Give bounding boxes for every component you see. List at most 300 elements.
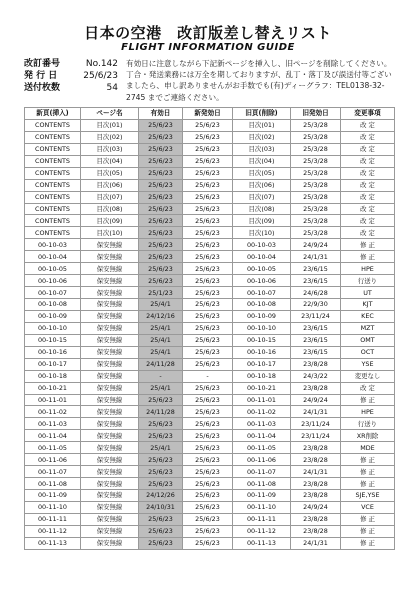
sheet-count-row (24, 82, 124, 94)
old-issue-date-cell: 25/3/28 (291, 215, 341, 227)
new-issue-date-cell: 25/6/23 (183, 513, 233, 525)
new-page-cell: 00-10-09 (25, 310, 81, 322)
effective-date-cell: 25/4/1 (139, 346, 183, 358)
old-page-cell: 目次(09) (233, 215, 291, 227)
table-row (25, 478, 395, 490)
new-issue-date-cell: 25/6/23 (183, 179, 233, 191)
old-page-cell: 00-11-07 (233, 466, 291, 478)
change-cell: OCT (341, 346, 395, 358)
old-issue-date-cell: 23/11/24 (291, 430, 341, 442)
old-issue-date-cell: 24/1/31 (291, 466, 341, 478)
old-page-cell: 00-11-06 (233, 454, 291, 466)
old-page-cell: 目次(10) (233, 227, 291, 239)
old-issue-date-cell: 23/8/28 (291, 478, 341, 490)
old-issue-date-cell: 25/3/28 (291, 155, 341, 167)
new-page-cell: CONTENTS (25, 227, 81, 239)
new-issue-date-cell: - (183, 370, 233, 382)
change-cell: 改 定 (341, 167, 395, 179)
col-header-old-page: 旧頁(削除) (233, 108, 291, 120)
old-page-cell: 目次(04) (233, 155, 291, 167)
new-issue-date-cell: 25/6/23 (183, 191, 233, 203)
old-page-cell: 00-10-10 (233, 322, 291, 334)
table-body (25, 119, 395, 549)
new-page-cell: CONTENTS (25, 119, 81, 131)
effective-date-cell: 25/4/1 (139, 334, 183, 346)
change-cell: 修 正 (341, 525, 395, 537)
old-issue-date-cell: 23/6/15 (291, 322, 341, 334)
new-page-cell: 00-10-21 (25, 382, 81, 394)
page-name-cell: 目次(01) (81, 119, 139, 131)
new-page-cell: CONTENTS (25, 191, 81, 203)
table-row (25, 287, 395, 299)
old-page-cell: 目次(02) (233, 131, 291, 143)
old-page-cell: 00-10-03 (233, 239, 291, 251)
new-issue-date-cell: 25/6/23 (183, 239, 233, 251)
page-name-cell: 保安無線 (81, 334, 139, 346)
old-page-cell: 00-10-07 (233, 287, 291, 299)
page-name-cell: 保安無線 (81, 239, 139, 251)
new-page-cell: CONTENTS (25, 179, 81, 191)
table-row (25, 406, 395, 418)
change-cell: YSE (341, 358, 395, 370)
effective-date-cell: 25/6/23 (139, 215, 183, 227)
change-cell: 改 定 (341, 203, 395, 215)
effective-date-cell: 25/6/23 (139, 537, 183, 549)
old-issue-date-cell: 24/9/24 (291, 239, 341, 251)
page-name-cell: 目次(06) (81, 179, 139, 191)
new-issue-date-cell: 25/6/23 (183, 501, 233, 513)
old-page-cell: 目次(08) (233, 203, 291, 215)
table-row (25, 143, 395, 155)
new-page-cell: 00-11-05 (25, 442, 81, 454)
old-page-cell: 00-11-10 (233, 501, 291, 513)
new-issue-date-cell: 25/6/23 (183, 143, 233, 155)
page-name-cell: 保安無線 (81, 406, 139, 418)
page-name-cell: 保安無線 (81, 287, 139, 299)
page-name-cell: 保安無線 (81, 513, 139, 525)
page-name-cell: 保安無線 (81, 322, 139, 334)
change-cell: 改 定 (341, 119, 395, 131)
table-row (25, 501, 395, 513)
new-page-cell: 00-10-04 (25, 251, 81, 263)
new-page-cell: 00-10-17 (25, 358, 81, 370)
page-name-cell: 保安無線 (81, 501, 139, 513)
old-issue-date-cell: 25/3/28 (291, 167, 341, 179)
table-row (25, 251, 395, 263)
effective-date-cell: 25/6/23 (139, 119, 183, 131)
new-issue-date-cell: 25/6/23 (183, 215, 233, 227)
table-row (25, 299, 395, 311)
revision-number-label: 改訂番号 (24, 59, 61, 69)
effective-date-cell: 25/6/23 (139, 454, 183, 466)
table-row (25, 394, 395, 406)
change-cell: 改 定 (341, 143, 395, 155)
old-issue-date-cell: 23/8/28 (291, 490, 341, 502)
new-issue-date-cell: 25/6/23 (183, 287, 233, 299)
new-page-cell: 00-10-07 (25, 287, 81, 299)
col-header-new-issue-date: 新発効日 (183, 108, 233, 120)
change-cell: VCE (341, 501, 395, 513)
new-issue-date-cell: 25/6/23 (183, 346, 233, 358)
new-issue-date-cell: 25/6/23 (183, 119, 233, 131)
change-cell: 改 定 (341, 155, 395, 167)
old-issue-date-cell: 23/8/28 (291, 442, 341, 454)
effective-date-cell: 25/4/1 (139, 299, 183, 311)
effective-date-cell: 25/6/23 (139, 227, 183, 239)
change-cell: HPE (341, 263, 395, 275)
old-issue-date-cell: 24/1/31 (291, 537, 341, 549)
effective-date-cell: 25/6/23 (139, 275, 183, 287)
old-issue-date-cell: 25/3/28 (291, 179, 341, 191)
change-cell: SJE,YSE (341, 490, 395, 502)
table-row (25, 454, 395, 466)
table-row (25, 131, 395, 143)
new-issue-date-cell: 25/6/23 (183, 442, 233, 454)
new-page-cell: 00-10-10 (25, 322, 81, 334)
page-name-cell: 保安無線 (81, 370, 139, 382)
col-header-change: 変更事項 (341, 108, 395, 120)
new-page-cell: 00-11-07 (25, 466, 81, 478)
new-page-cell: 00-10-08 (25, 299, 81, 311)
old-page-cell: 00-10-18 (233, 370, 291, 382)
old-page-cell: 00-10-06 (233, 275, 291, 287)
change-cell: 修 正 (341, 478, 395, 490)
old-issue-date-cell: 25/3/28 (291, 131, 341, 143)
new-page-cell: 00-11-11 (25, 513, 81, 525)
page-name-cell: 保安無線 (81, 525, 139, 537)
new-issue-date-cell: 25/6/23 (183, 537, 233, 549)
old-page-cell: 目次(05) (233, 167, 291, 179)
effective-date-cell: 25/6/23 (139, 239, 183, 251)
page-name-cell: 保安無線 (81, 382, 139, 394)
instruction-notice: 有効日に注意しながら下記新ページを挿入し、旧ページを削除してください。丁合・発送業務には万全を期しておりますが、乱丁・落丁及び誤送付等ございましたら、申し訳ありませんがお手数でも(有)ディーグラフ：TEL0138-32-2745 までご連絡ください。 (126, 59, 392, 102)
new-issue-date-cell: 25/6/23 (183, 167, 233, 179)
new-page-cell: CONTENTS (25, 167, 81, 179)
page-name-cell: 保安無線 (81, 275, 139, 287)
page-name-cell: 保安無線 (81, 263, 139, 275)
page-name-cell: 目次(10) (81, 227, 139, 239)
old-page-cell: 目次(01) (233, 119, 291, 131)
sheet-count-label: 送付枚数 (24, 83, 61, 93)
effective-date-cell: 25/6/23 (139, 203, 183, 215)
table-row (25, 513, 395, 525)
change-cell: 改 定 (341, 382, 395, 394)
old-issue-date-cell: 24/1/31 (291, 251, 341, 263)
col-header-page-name: ページ名 (81, 108, 139, 120)
old-issue-date-cell: 23/6/15 (291, 346, 341, 358)
change-cell: KEC (341, 310, 395, 322)
table-row (25, 346, 395, 358)
new-issue-date-cell: 25/6/23 (183, 430, 233, 442)
page-name-cell: 保安無線 (81, 430, 139, 442)
old-issue-date-cell: 23/6/15 (291, 334, 341, 346)
old-issue-date-cell: 24/3/22 (291, 370, 341, 382)
effective-date-cell: 25/6/23 (139, 513, 183, 525)
new-page-cell: CONTENTS (25, 131, 81, 143)
change-cell: 改 定 (341, 179, 395, 191)
page-name-cell: 目次(08) (81, 203, 139, 215)
old-issue-date-cell: 23/8/28 (291, 358, 341, 370)
new-page-cell: 00-11-08 (25, 478, 81, 490)
col-header-old-issue-date: 旧発効日 (291, 108, 341, 120)
new-issue-date-cell: 25/6/23 (183, 310, 233, 322)
change-cell: 修 正 (341, 513, 395, 525)
issue-date-value: 25/6/23 (83, 71, 118, 81)
new-issue-date-cell: 25/6/23 (183, 155, 233, 167)
new-page-cell: 00-10-16 (25, 346, 81, 358)
effective-date-cell: 24/12/26 (139, 490, 183, 502)
table-row (25, 227, 395, 239)
effective-date-cell: 25/6/23 (139, 155, 183, 167)
old-issue-date-cell: 23/8/28 (291, 454, 341, 466)
old-issue-date-cell: 25/3/28 (291, 143, 341, 155)
page-name-cell: 目次(09) (81, 215, 139, 227)
old-issue-date-cell: 24/1/31 (291, 406, 341, 418)
page-name-cell: 保安無線 (81, 251, 139, 263)
change-cell: 修 正 (341, 251, 395, 263)
new-issue-date-cell: 25/6/23 (183, 299, 233, 311)
old-issue-date-cell: 23/11/24 (291, 418, 341, 430)
change-cell: 行送り (341, 275, 395, 287)
page-name-cell: 保安無線 (81, 299, 139, 311)
change-cell: 修 正 (341, 394, 395, 406)
old-issue-date-cell: 25/3/28 (291, 191, 341, 203)
new-issue-date-cell: 25/6/23 (183, 394, 233, 406)
page-name-cell: 保安無線 (81, 478, 139, 490)
change-cell: 改 定 (341, 227, 395, 239)
new-issue-date-cell: 25/6/23 (183, 358, 233, 370)
page-name-cell: 保安無線 (81, 394, 139, 406)
table-row (25, 537, 395, 549)
old-issue-date-cell: 23/8/28 (291, 382, 341, 394)
old-issue-date-cell: 23/6/15 (291, 275, 341, 287)
table-row (25, 358, 395, 370)
new-issue-date-cell: 25/6/23 (183, 251, 233, 263)
table-row (25, 239, 395, 251)
effective-date-cell: 25/6/23 (139, 191, 183, 203)
page-name-cell: 目次(03) (81, 143, 139, 155)
new-page-cell: 00-10-15 (25, 334, 81, 346)
old-page-cell: 00-10-05 (233, 263, 291, 275)
new-issue-date-cell: 25/6/23 (183, 203, 233, 215)
change-cell: 変更なし (341, 370, 395, 382)
page-name-cell: 目次(05) (81, 167, 139, 179)
old-page-cell: 目次(03) (233, 143, 291, 155)
page-name-cell: 保安無線 (81, 442, 139, 454)
old-page-cell: 00-11-08 (233, 478, 291, 490)
effective-date-cell: 24/10/31 (139, 501, 183, 513)
table-row (25, 167, 395, 179)
new-issue-date-cell: 25/6/23 (183, 227, 233, 239)
page-name-cell: 保安無線 (81, 418, 139, 430)
effective-date-cell: 24/11/28 (139, 358, 183, 370)
new-issue-date-cell: 25/6/23 (183, 322, 233, 334)
effective-date-cell: 25/6/23 (139, 143, 183, 155)
table-row (25, 370, 395, 382)
effective-date-cell: 25/4/1 (139, 382, 183, 394)
new-page-cell: CONTENTS (25, 143, 81, 155)
issue-date-row (24, 70, 124, 82)
table-row (25, 179, 395, 191)
old-page-cell: 00-10-09 (233, 310, 291, 322)
new-issue-date-cell: 25/6/23 (183, 131, 233, 143)
effective-date-cell: 24/12/16 (139, 310, 183, 322)
old-page-cell: 00-10-08 (233, 299, 291, 311)
new-issue-date-cell: 25/6/23 (183, 382, 233, 394)
old-page-cell: 00-10-16 (233, 346, 291, 358)
table-row (25, 430, 395, 442)
table-row (25, 442, 395, 454)
sheet-count-value: 54 (106, 83, 118, 93)
new-issue-date-cell: 25/6/23 (183, 418, 233, 430)
old-issue-date-cell: 24/9/24 (291, 501, 341, 513)
page-name-cell: 保安無線 (81, 537, 139, 549)
new-issue-date-cell: 25/6/23 (183, 478, 233, 490)
change-cell: 修 正 (341, 466, 395, 478)
old-issue-date-cell: 25/3/28 (291, 119, 341, 131)
revision-number-value: No.142 (85, 59, 118, 69)
new-page-cell: 00-11-13 (25, 537, 81, 549)
effective-date-cell: 25/1/23 (139, 287, 183, 299)
change-cell: MDE (341, 442, 395, 454)
old-page-cell: 00-11-11 (233, 513, 291, 525)
new-page-cell: 00-10-06 (25, 275, 81, 287)
old-page-cell: 目次(06) (233, 179, 291, 191)
new-page-cell: CONTENTS (25, 155, 81, 167)
old-page-cell: 00-11-01 (233, 394, 291, 406)
old-page-cell: 00-11-03 (233, 418, 291, 430)
new-issue-date-cell: 25/6/23 (183, 454, 233, 466)
new-page-cell: 00-11-09 (25, 490, 81, 502)
old-issue-date-cell: 22/9/30 (291, 299, 341, 311)
effective-date-cell: - (139, 370, 183, 382)
change-cell: OMT (341, 334, 395, 346)
page-name-cell: 保安無線 (81, 310, 139, 322)
table-row (25, 382, 395, 394)
table-row (25, 334, 395, 346)
table-row (25, 119, 395, 131)
old-page-cell: 00-10-21 (233, 382, 291, 394)
new-issue-date-cell: 25/6/23 (183, 466, 233, 478)
old-issue-date-cell: 23/6/15 (291, 263, 341, 275)
page-name-cell: 保安無線 (81, 454, 139, 466)
table-row (25, 275, 395, 287)
old-page-cell: 00-11-02 (233, 406, 291, 418)
effective-date-cell: 25/6/23 (139, 394, 183, 406)
table-row (25, 525, 395, 537)
table-header-row (25, 108, 395, 120)
col-header-new-page: 新頁(挿入) (25, 108, 81, 120)
effective-date-cell: 25/4/1 (139, 322, 183, 334)
col-header-effective-date: 有効日 (139, 108, 183, 120)
new-page-cell: 00-11-10 (25, 501, 81, 513)
new-page-cell: 00-11-12 (25, 525, 81, 537)
change-cell: HPE (341, 406, 395, 418)
change-cell: 行送り (341, 418, 395, 430)
new-page-cell: 00-11-01 (25, 394, 81, 406)
effective-date-cell: 24/11/28 (139, 406, 183, 418)
page-name-cell: 目次(02) (81, 131, 139, 143)
new-page-cell: 00-10-03 (25, 239, 81, 251)
new-issue-date-cell: 25/6/23 (183, 525, 233, 537)
revision-number-row (24, 58, 124, 70)
new-page-cell: 00-10-18 (25, 370, 81, 382)
new-page-cell: 00-11-02 (25, 406, 81, 418)
table-row (25, 263, 395, 275)
new-page-cell: CONTENTS (25, 203, 81, 215)
new-issue-date-cell: 25/6/23 (183, 275, 233, 287)
page-name-cell: 目次(04) (81, 155, 139, 167)
page-name-cell: 保安無線 (81, 490, 139, 502)
old-issue-date-cell: 25/3/28 (291, 203, 341, 215)
change-cell: 修 正 (341, 537, 395, 549)
new-page-cell: 00-10-05 (25, 263, 81, 275)
table-row (25, 155, 395, 167)
change-cell: 改 定 (341, 215, 395, 227)
new-issue-date-cell: 25/6/23 (183, 490, 233, 502)
change-cell: 改 定 (341, 131, 395, 143)
new-issue-date-cell: 25/6/23 (183, 406, 233, 418)
old-page-cell: 00-11-09 (233, 490, 291, 502)
effective-date-cell: 25/6/23 (139, 251, 183, 263)
effective-date-cell: 25/6/23 (139, 263, 183, 275)
effective-date-cell: 25/6/23 (139, 167, 183, 179)
page-title: 日本の空港 改訂版差し替えリスト (84, 24, 332, 42)
change-cell: 修 正 (341, 454, 395, 466)
table-row (25, 203, 395, 215)
old-issue-date-cell: 23/11/24 (291, 310, 341, 322)
effective-date-cell: 25/6/23 (139, 466, 183, 478)
page-name-cell: 保安無線 (81, 358, 139, 370)
old-page-cell: 00-11-13 (233, 537, 291, 549)
old-page-cell: 00-10-04 (233, 251, 291, 263)
change-cell: 修 正 (341, 239, 395, 251)
effective-date-cell: 25/6/23 (139, 430, 183, 442)
issue-date-label: 発 行 日 (24, 71, 58, 81)
old-page-cell: 00-11-04 (233, 430, 291, 442)
table-row (25, 191, 395, 203)
new-issue-date-cell: 25/6/23 (183, 334, 233, 346)
effective-date-cell: 25/6/23 (139, 525, 183, 537)
new-page-cell: 00-11-06 (25, 454, 81, 466)
old-page-cell: 目次(07) (233, 191, 291, 203)
old-page-cell: 00-11-05 (233, 442, 291, 454)
change-cell: KJT (341, 299, 395, 311)
effective-date-cell: 25/4/1 (139, 442, 183, 454)
page-name-cell: 目次(07) (81, 191, 139, 203)
table-row (25, 466, 395, 478)
change-cell: UT (341, 287, 395, 299)
page-name-cell: 保安無線 (81, 346, 139, 358)
old-issue-date-cell: 25/3/28 (291, 227, 341, 239)
table-row (25, 322, 395, 334)
new-page-cell: 00-11-04 (25, 430, 81, 442)
replacement-table (24, 107, 395, 550)
effective-date-cell: 25/6/23 (139, 179, 183, 191)
effective-date-cell: 25/6/23 (139, 418, 183, 430)
effective-date-cell: 25/6/23 (139, 478, 183, 490)
old-issue-date-cell: 23/8/28 (291, 525, 341, 537)
change-cell: XR削除 (341, 430, 395, 442)
change-cell: MZT (341, 322, 395, 334)
old-page-cell: 00-11-12 (233, 525, 291, 537)
table-row (25, 490, 395, 502)
old-issue-date-cell: 24/9/24 (291, 394, 341, 406)
page-name-cell: 保安無線 (81, 466, 139, 478)
new-page-cell: 00-11-03 (25, 418, 81, 430)
old-issue-date-cell: 23/8/28 (291, 513, 341, 525)
page-subtitle: FLIGHT INFORMATION GUIDE (121, 42, 295, 53)
